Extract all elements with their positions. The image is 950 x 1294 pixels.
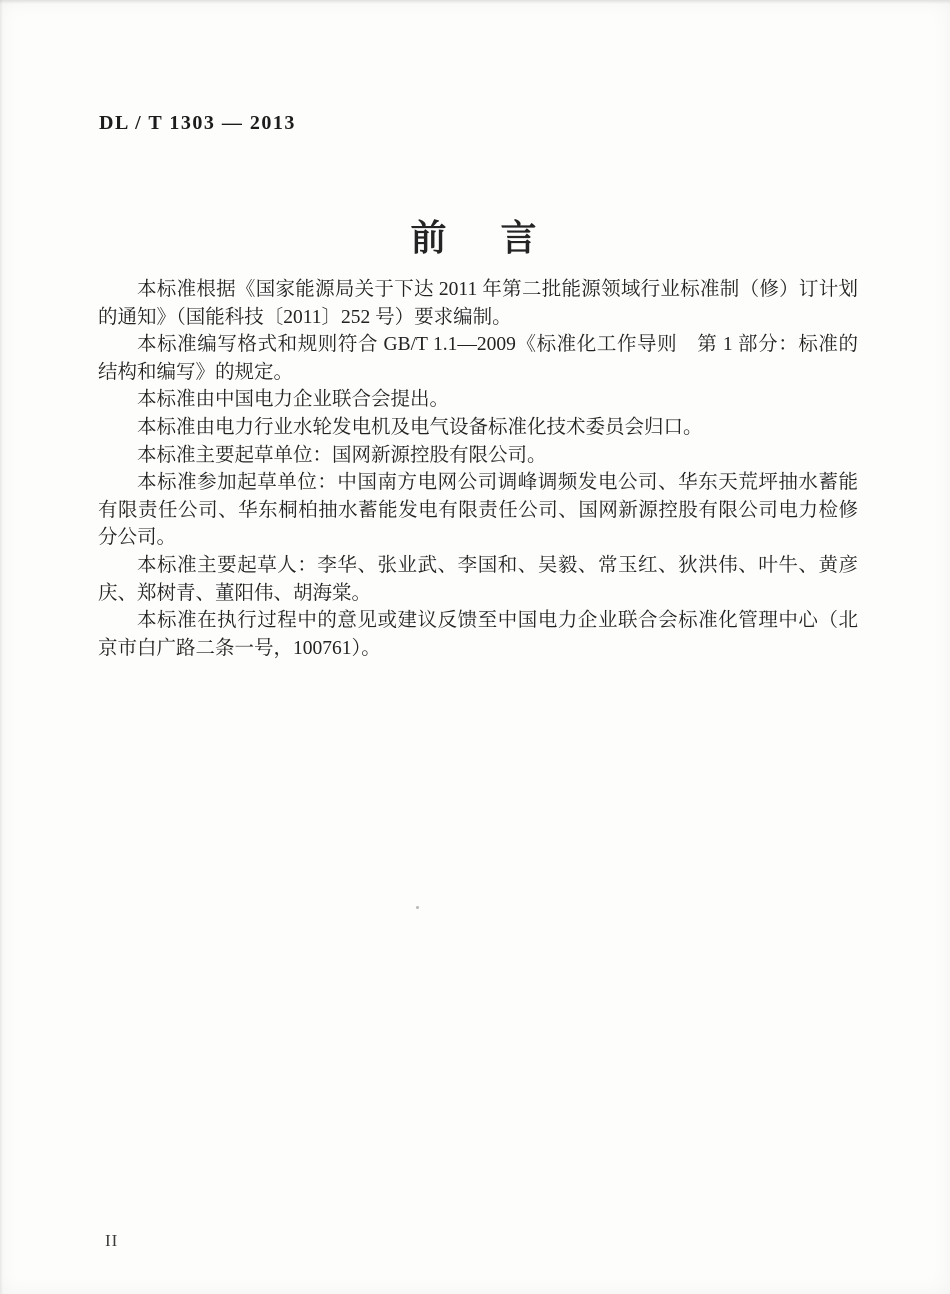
paragraph-basis: 本标准根据《国家能源局关于下达 2011 年第二批能源领域行业标准制（修）订计划的通知》（国能科技〔2011〕252 号）要求编制。 <box>98 279 858 328</box>
paragraph-participating-orgs: 本标准参加起草单位：中国南方电网公司调峰调频发电公司、华东天荒坪抽水蓄能有限责任公司、华东桐柏抽水蓄能发电有限责任公司、国网新源控股有限公司电力检修分公司。 <box>98 472 858 549</box>
scan-edge-artifact-top <box>0 0 950 4</box>
foreword-title: 前 言 <box>410 218 546 259</box>
page-number: II <box>105 1231 119 1250</box>
scan-edge-artifact-left <box>0 0 3 1294</box>
paragraph-proposed-by: 本标准由中国电力企业联合会提出。 <box>137 389 450 411</box>
paragraph-feedback-address: 本标准在执行过程中的意见或建议反馈至中国电力企业联合会标准化管理中心（北京市白广路二条一号，100761）。 <box>98 610 858 659</box>
paragraph-centralized-by: 本标准由电力行业水轮发电机及电气设备标准化技术委员会归口。 <box>137 416 703 438</box>
paragraph-drafters: 本标准主要起草人：李华、张业武、李国和、吴毅、常玉红、狄洪伟、叶牛、黄彦庆、郑树青、董阳伟、胡海棠。 <box>98 554 858 604</box>
paragraph-format-rules: 本标准编写格式和规则符合 GB/T 1.1—2009《标准化工作导则 第 1 部分：标准的结构和编写》的规定。 <box>98 334 858 383</box>
paragraph-main-drafting-org: 本标准主要起草单位：国网新源控股有限公司。 <box>137 444 547 466</box>
foreword-body <box>98 276 858 662</box>
scan-speckle-artifact <box>416 906 419 909</box>
standard-number-header: DL / T 1303 — 2013 <box>99 112 296 134</box>
